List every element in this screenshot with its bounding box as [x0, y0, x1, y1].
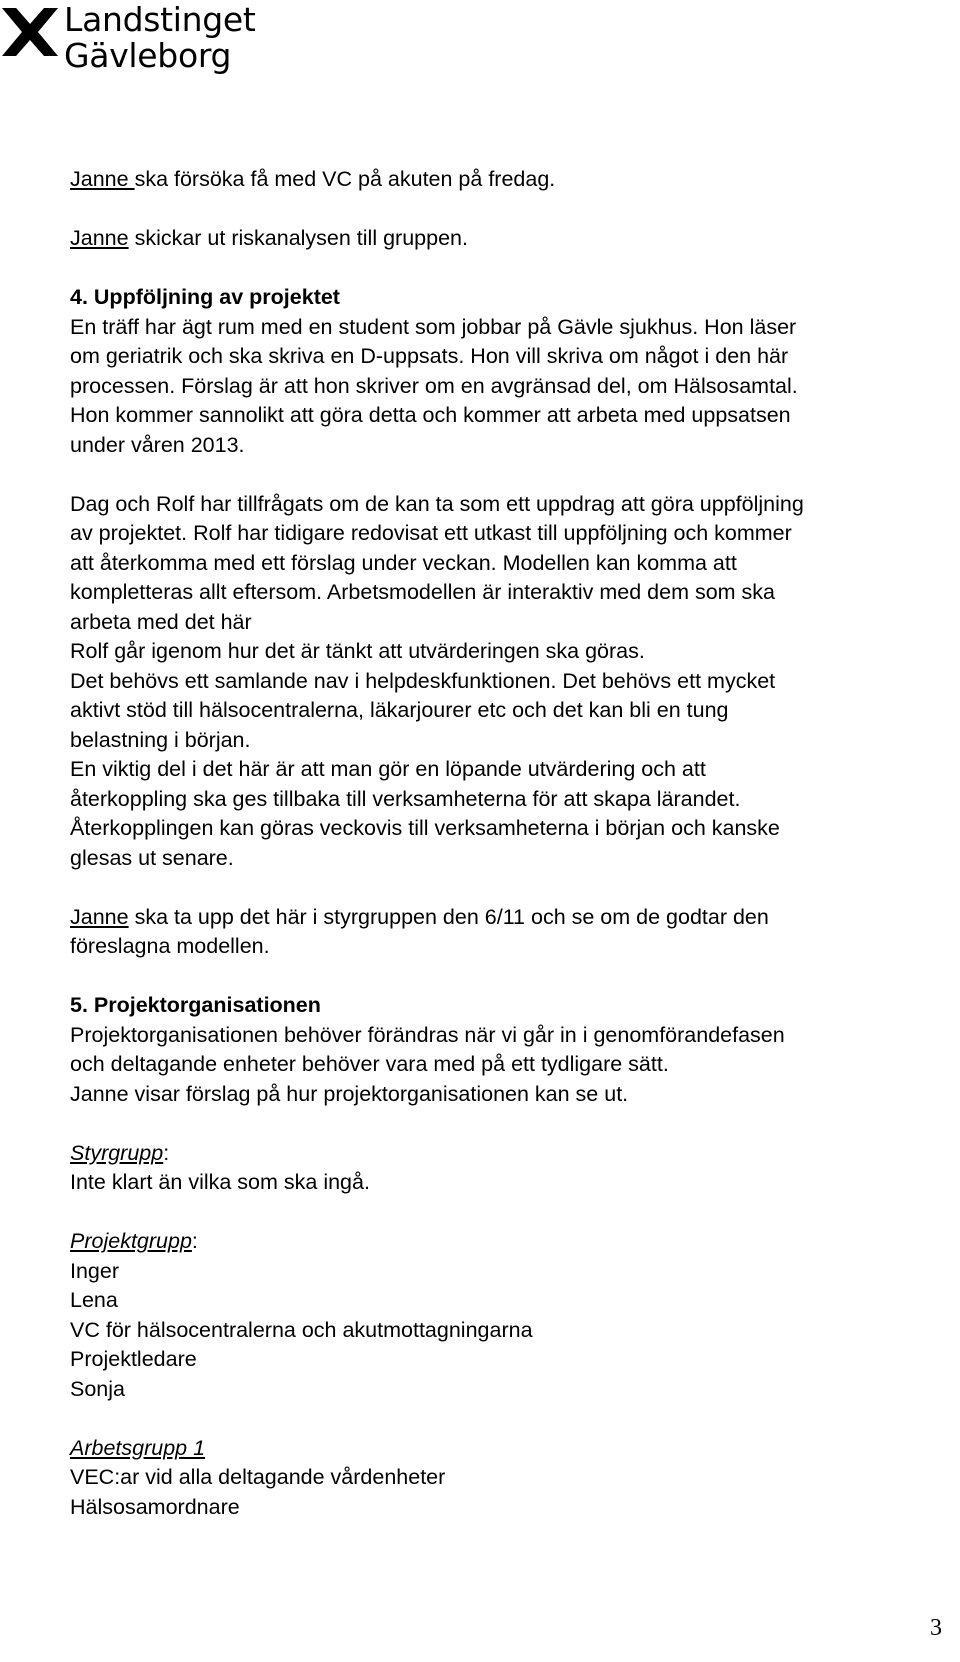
list-item: Sonja — [70, 1376, 125, 1401]
text-line: Det behövs ett samlande nav i helpdeskfunktionen. Det behövs ett mycket — [70, 668, 776, 693]
name-janne: Janne — [70, 167, 135, 191]
text-line: Projektorganisationen behöver förändras när vi går in i genomförandefasen — [70, 1022, 785, 1047]
logo — [0, 2, 270, 86]
paragraph-text: ska ta upp det här i styrgruppen den 6/11 och se om de godtar den — [128, 904, 769, 929]
list-item: Hälsosamordnare — [70, 1494, 240, 1519]
text-line: Hon kommer sannolikt att göra detta och kommer att arbeta med uppsatsen — [70, 403, 791, 427]
paragraph-text: skickar ut riskanalysen till gruppen. — [128, 226, 468, 250]
text-line: kompletteras allt eftersom. Arbetsmodellen är interaktiv med dem som ska — [70, 580, 776, 604]
paragraph-janne-vc — [70, 165, 950, 195]
section-heading-5: 5. Projektorganisationen — [70, 993, 321, 1017]
text-line: belastning i början. — [70, 727, 251, 752]
text-line: och deltagande enheter behöver vara med på ett tydligare sätt. — [70, 1052, 669, 1076]
logo-mark-icon — [0, 4, 60, 60]
list-item: Projektledare — [70, 1347, 197, 1371]
name-janne: Janne — [70, 226, 129, 250]
name-janne: Janne — [70, 904, 129, 929]
text-line: att återkomma med ett förslag under veckan. Modellen kan komma att — [70, 550, 737, 575]
styrgrupp-text: Inte klart än vilka som ska ingå. — [70, 1170, 370, 1194]
list-item: VEC:ar vid alla deltagande vårdenheter — [70, 1465, 446, 1489]
text-line: processen. Förslag är att hon skriver om en avgränsad del, om Hälsosamtal. — [70, 373, 798, 398]
text-line: föreslagna modellen. — [70, 934, 270, 958]
colon: : — [191, 1229, 198, 1253]
colon: : — [163, 1140, 170, 1165]
list-item: VC för hälsocentralerna och akutmottagningarna — [70, 1317, 533, 1342]
text-line: Rolf går igenom hur det är tänkt att utvärderingen ska göras. — [70, 639, 645, 663]
paragraph-text: ska försöka få med VC på akuten på fredag. — [134, 167, 556, 191]
paragraph-janne-styrgrupp — [70, 903, 950, 933]
logo-text — [64, 2, 256, 74]
projektgrupp-heading — [70, 1227, 950, 1257]
text-line: arbeta med det här — [70, 609, 252, 634]
text-line: En viktig del i det här är att man gör en löpande utvärdering och att — [70, 757, 706, 781]
list-item: Lena — [70, 1288, 118, 1312]
text-line: om geriatrik och ska skriva en D-uppsats. Hon vill skriva om något i den här — [70, 344, 789, 368]
text-line: Återkopplingen kan göras veckovis till verksamheterna i början och kanske — [70, 816, 780, 840]
styrgrupp-label: Styrgrupp — [70, 1140, 164, 1165]
text-line: En träff har ägt rum med en student som jobbar på Gävle sjukhus. Hon läser — [70, 314, 797, 339]
document-body — [70, 165, 950, 1522]
text-line: Janne visar förslag på hur projektorganisationen kan se ut. — [70, 1081, 629, 1106]
text-line: återkoppling ska ges tillbaka till verksamheterna för att skapa lärandet. — [70, 786, 741, 811]
text-line: aktivt stöd till hälsocentralerna, läkarjourer etc och det kan bli en tung — [70, 698, 729, 722]
projektgrupp-label: Projektgrupp — [70, 1229, 192, 1253]
text-line: under våren 2013. — [70, 432, 245, 457]
arbetsgrupp-label: Arbetsgrupp 1 — [70, 1435, 206, 1460]
paragraph-janne-riskanalys — [70, 224, 950, 254]
logo-line1: Landstinget — [64, 0, 256, 39]
page-number: 3 — [930, 1615, 942, 1641]
list-item: Inger — [70, 1258, 120, 1283]
section-heading-4: 4. Uppföljning av projektet — [70, 285, 340, 309]
text-line: glesas ut senare. — [70, 845, 234, 870]
text-line: av projektet. Rolf har tidigare redovisat ett utkast till uppföljning och kommer — [70, 521, 792, 545]
logo-line2: Gävleborg — [64, 36, 232, 75]
text-line: Dag och Rolf har tillfrågats om de kan ta som ett uppdrag att göra uppföljning — [70, 491, 804, 516]
styrgrupp-heading — [70, 1139, 950, 1169]
